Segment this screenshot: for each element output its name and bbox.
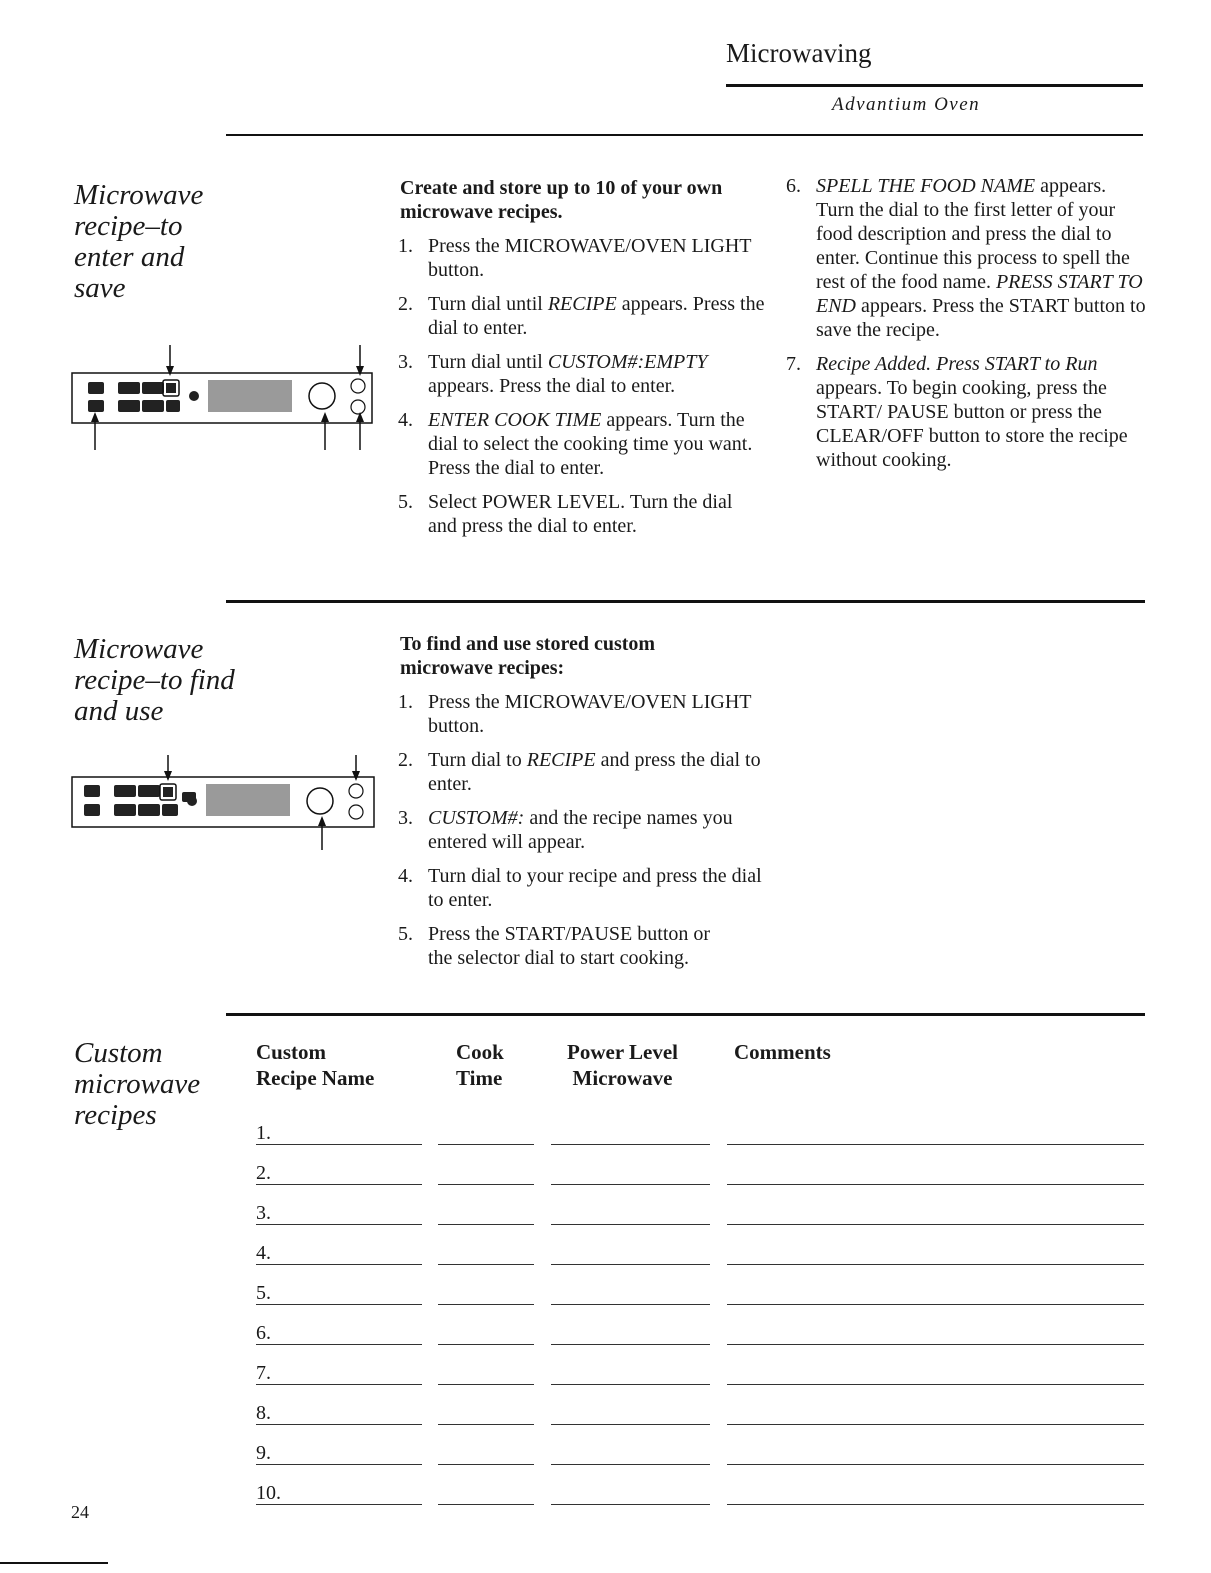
comments-field <box>727 1304 1144 1305</box>
comments-field <box>727 1224 1144 1225</box>
page-subtitle: Advantium Oven <box>832 94 981 115</box>
control-panel-illustration <box>70 750 380 855</box>
step-item: 2. Turn dial to RECIPE and press the dial to enter. <box>398 749 761 795</box>
table-row-number: 4. <box>256 1242 271 1264</box>
recipe-name-field <box>256 1384 422 1385</box>
recipe-name-field <box>256 1224 422 1225</box>
power-level-field <box>551 1224 710 1225</box>
power-level-field <box>551 1344 710 1345</box>
recipe-name-field <box>256 1184 422 1185</box>
cook-time-field <box>438 1144 534 1145</box>
recipe-name-field <box>256 1344 422 1345</box>
cook-time-field <box>438 1304 534 1305</box>
cook-time-field <box>438 1464 534 1465</box>
cook-time-field <box>438 1184 534 1185</box>
recipe-name-field <box>256 1144 422 1145</box>
step-item: 5. Press the START/PAUSE button or the selector dial to start cooking. <box>398 923 711 969</box>
step-item: 4. Turn dial to your recipe and press the dial to enter. <box>398 865 762 911</box>
footer-rule <box>0 1562 108 1564</box>
cook-time-field <box>438 1344 534 1345</box>
step-item: 4. ENTER COOK TIME appears. Turn the dial to select the cooking time you want. Press the dial to enter. <box>398 409 753 479</box>
section-title-custom-recipes: Custom microwave recipes <box>74 1037 201 1131</box>
header-rule <box>726 84 1143 87</box>
table-row-number: 6. <box>256 1322 271 1344</box>
recipe-name-field <box>256 1264 422 1265</box>
comments-field <box>727 1504 1144 1505</box>
section-title-enter-save: Microwave recipe–to enter and save <box>74 179 204 304</box>
power-level-field <box>551 1384 710 1385</box>
section-intro: Create and store up to 10 of your own microwave recipes. <box>400 177 723 223</box>
table-row-number: 3. <box>256 1202 271 1224</box>
step-item: 3. Turn dial until CUSTOM#:EMPTY appears. Press the dial to enter. <box>398 351 708 397</box>
step-list-continued <box>786 174 1146 482</box>
power-level-field <box>551 1464 710 1465</box>
step-item: 2. Turn dial until RECIPE appears. Press the dial to enter. <box>398 293 765 339</box>
power-level-field <box>551 1144 710 1145</box>
column-header-comments: Comments <box>734 1040 831 1064</box>
section-divider <box>226 600 1145 603</box>
power-level-field <box>551 1504 710 1505</box>
page-number: 24 <box>71 1502 89 1522</box>
table-row-number: 7. <box>256 1362 271 1384</box>
table-row-number: 2. <box>256 1162 271 1184</box>
table-row-number: 8. <box>256 1402 271 1424</box>
step-item: 3. CUSTOM#: and the recipe names you entered will appear. <box>398 807 733 853</box>
step-list <box>398 690 766 980</box>
comments-field <box>727 1264 1144 1265</box>
section-intro: To find and use stored custom microwave recipes: <box>400 633 656 679</box>
step-item: 5. Select POWER LEVEL. Turn the dial and press the dial to enter. <box>398 491 733 537</box>
recipe-name-field <box>256 1464 422 1465</box>
step-item: 1. Press the MICROWAVE/OVEN LIGHT button. <box>398 235 752 281</box>
recipe-name-field <box>256 1304 422 1305</box>
table-row-number: 1. <box>256 1122 271 1144</box>
recipe-name-field <box>256 1504 422 1505</box>
power-level-field <box>551 1424 710 1425</box>
column-header-power-level: Power Level Microwave <box>567 1040 678 1090</box>
step-item: 6. SPELL THE FOOD NAME appears. Turn the dial to the first letter of your food description and press the dial to enter. Continue this process to spell the rest of the food name. PRESS START TO END appears. Press the START button to save the recipe. <box>786 175 1146 341</box>
recipe-name-field <box>256 1424 422 1425</box>
section-title-find-use: Microwave recipe–to find and use <box>74 633 235 727</box>
cook-time-field <box>438 1224 534 1225</box>
comments-field <box>727 1344 1144 1345</box>
column-header-cook-time: Cook Time <box>456 1040 504 1090</box>
cook-time-field <box>438 1504 534 1505</box>
comments-field <box>727 1464 1144 1465</box>
power-level-field <box>551 1304 710 1305</box>
table-row-number: 10. <box>256 1482 281 1504</box>
comments-field <box>727 1384 1144 1385</box>
section-divider <box>226 134 1143 136</box>
cook-time-field <box>438 1264 534 1265</box>
cook-time-field <box>438 1424 534 1425</box>
comments-field <box>727 1424 1144 1425</box>
cook-time-field <box>438 1384 534 1385</box>
step-item: 7. Recipe Added. Press START to Run appears. To begin cooking, press the START/ PAUSE button or press the CLEAR/OFF button to store the recipe without cooking. <box>786 353 1128 471</box>
comments-field <box>727 1144 1144 1145</box>
section-divider <box>226 1013 1145 1016</box>
page-section-title: Microwaving <box>726 38 872 68</box>
step-item: 1. Press the MICROWAVE/OVEN LIGHT button. <box>398 691 752 737</box>
column-header-recipe-name: Custom Recipe Name <box>256 1040 375 1090</box>
table-row-number: 9. <box>256 1442 271 1464</box>
table-row-number: 5. <box>256 1282 271 1304</box>
comments-field <box>727 1184 1144 1185</box>
step-list <box>398 234 766 548</box>
power-level-field <box>551 1264 710 1265</box>
power-level-field <box>551 1184 710 1185</box>
control-panel-illustration <box>70 340 380 455</box>
